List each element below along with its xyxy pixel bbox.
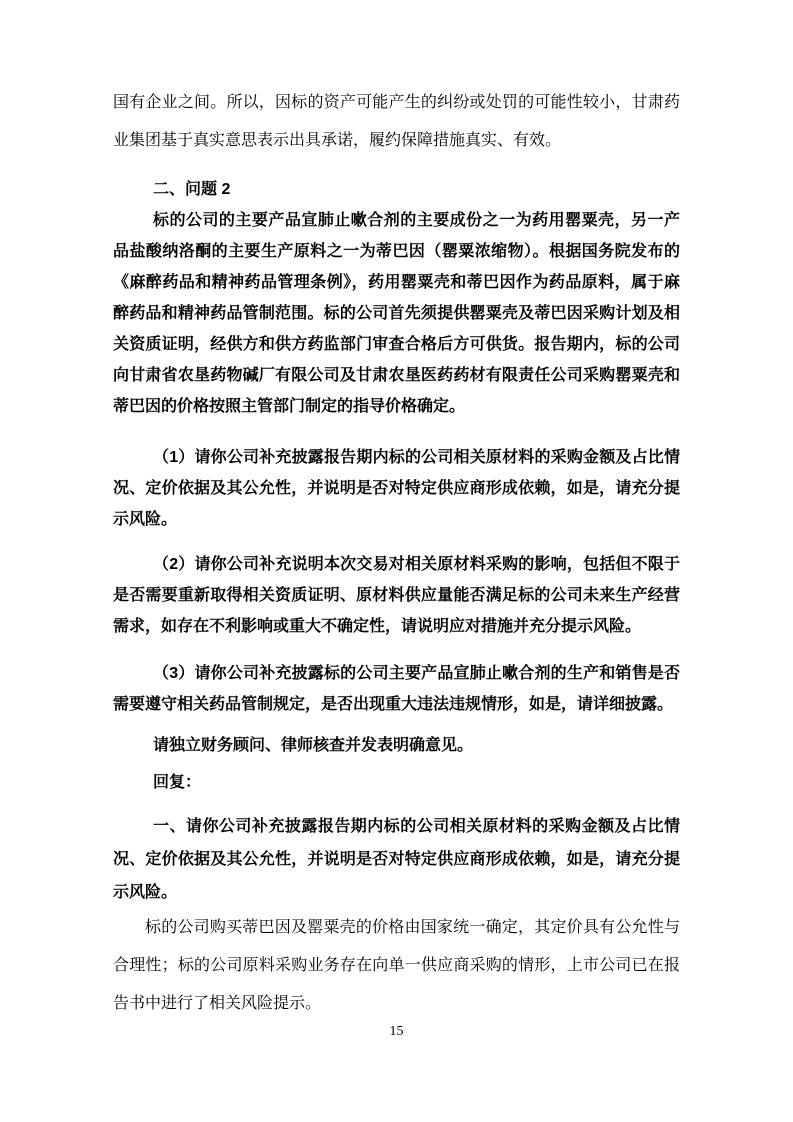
answer-paragraph: 标的公司购买蒂巴因及罂粟壳的价格由国家统一确定，其定价具有公允性与合理性；标的公司原料采购业务存在向单一供应商采购的情形，上市公司已在报告书中进行了相关风险提示。 xyxy=(113,919,680,1012)
section-heading: 二、问题 2 xyxy=(153,181,231,198)
continuation-paragraph: 国有企业之间。所以，因标的资产可能产生的纠纷或处罚的可能性较小，甘肃药业集团基于真实意思表示出具承诺，履约保障措施真实、有效。 xyxy=(113,94,680,149)
page-number: 15 xyxy=(389,1024,404,1039)
question-item-1: （1）请你公司补充披露报告期内标的公司相关原材料的采购金额及占比情况、定价依据及其公允性，并说明是否对特定供应商形成依赖，如是，请充分提示风险。 xyxy=(113,449,680,528)
question-background-paragraph: 标的公司的主要产品宣肺止嗽合剂的主要成份之一为药用罂粟壳，另一产品盐酸纳洛酮的主要生产原料之一为蒂巴因（罂粟浓缩物）。根据国务院发布的《麻醉药品和精神药品管理条例》，药用罂粟壳和蒂巴因作为药品原料，属于麻醉药品和精神药品管制范围。标的公司首先须提供罂粟壳及蒂巴因采购计划及相关资质证明，经供方和供方药监部门审查合格后方可供货。报告期内，标的公司向甘肃省农垦药物碱厂有限公司及甘肃农垦医药药材有限责任公司采购罂粟壳和蒂巴因的价格按照主管部门制定的指导价格确定。 xyxy=(113,212,680,415)
question-item-2: （2）请你公司补充说明本次交易对相关原材料采购的影响，包括但不限于是否需要重新取得相关资质证明、原材料供应量能否满足标的公司未来生产经营需求，如存在不利影响或重大不确定性，请说明应对措施并充分提示风险。 xyxy=(113,556,680,635)
verification-request: 请独立财务顾问、律师核查并发表明确意见。 xyxy=(153,737,474,754)
document-body xyxy=(113,84,680,1023)
question-item-3: （3）请你公司补充披露标的公司主要产品宣肺止嗽合剂的生产和销售是否需要遵守相关药品管制规定，是否出现重大违法违规情形，如是，请详细披露。 xyxy=(113,665,680,713)
restated-question-1: 一、请你公司补充披露报告期内标的公司相关原材料的采购金额及占比情况、定价依据及其公允性，并说明是否对特定供应商形成依赖，如是，请充分提示风险。 xyxy=(113,818,680,901)
reply-label: 回复： xyxy=(153,774,202,791)
